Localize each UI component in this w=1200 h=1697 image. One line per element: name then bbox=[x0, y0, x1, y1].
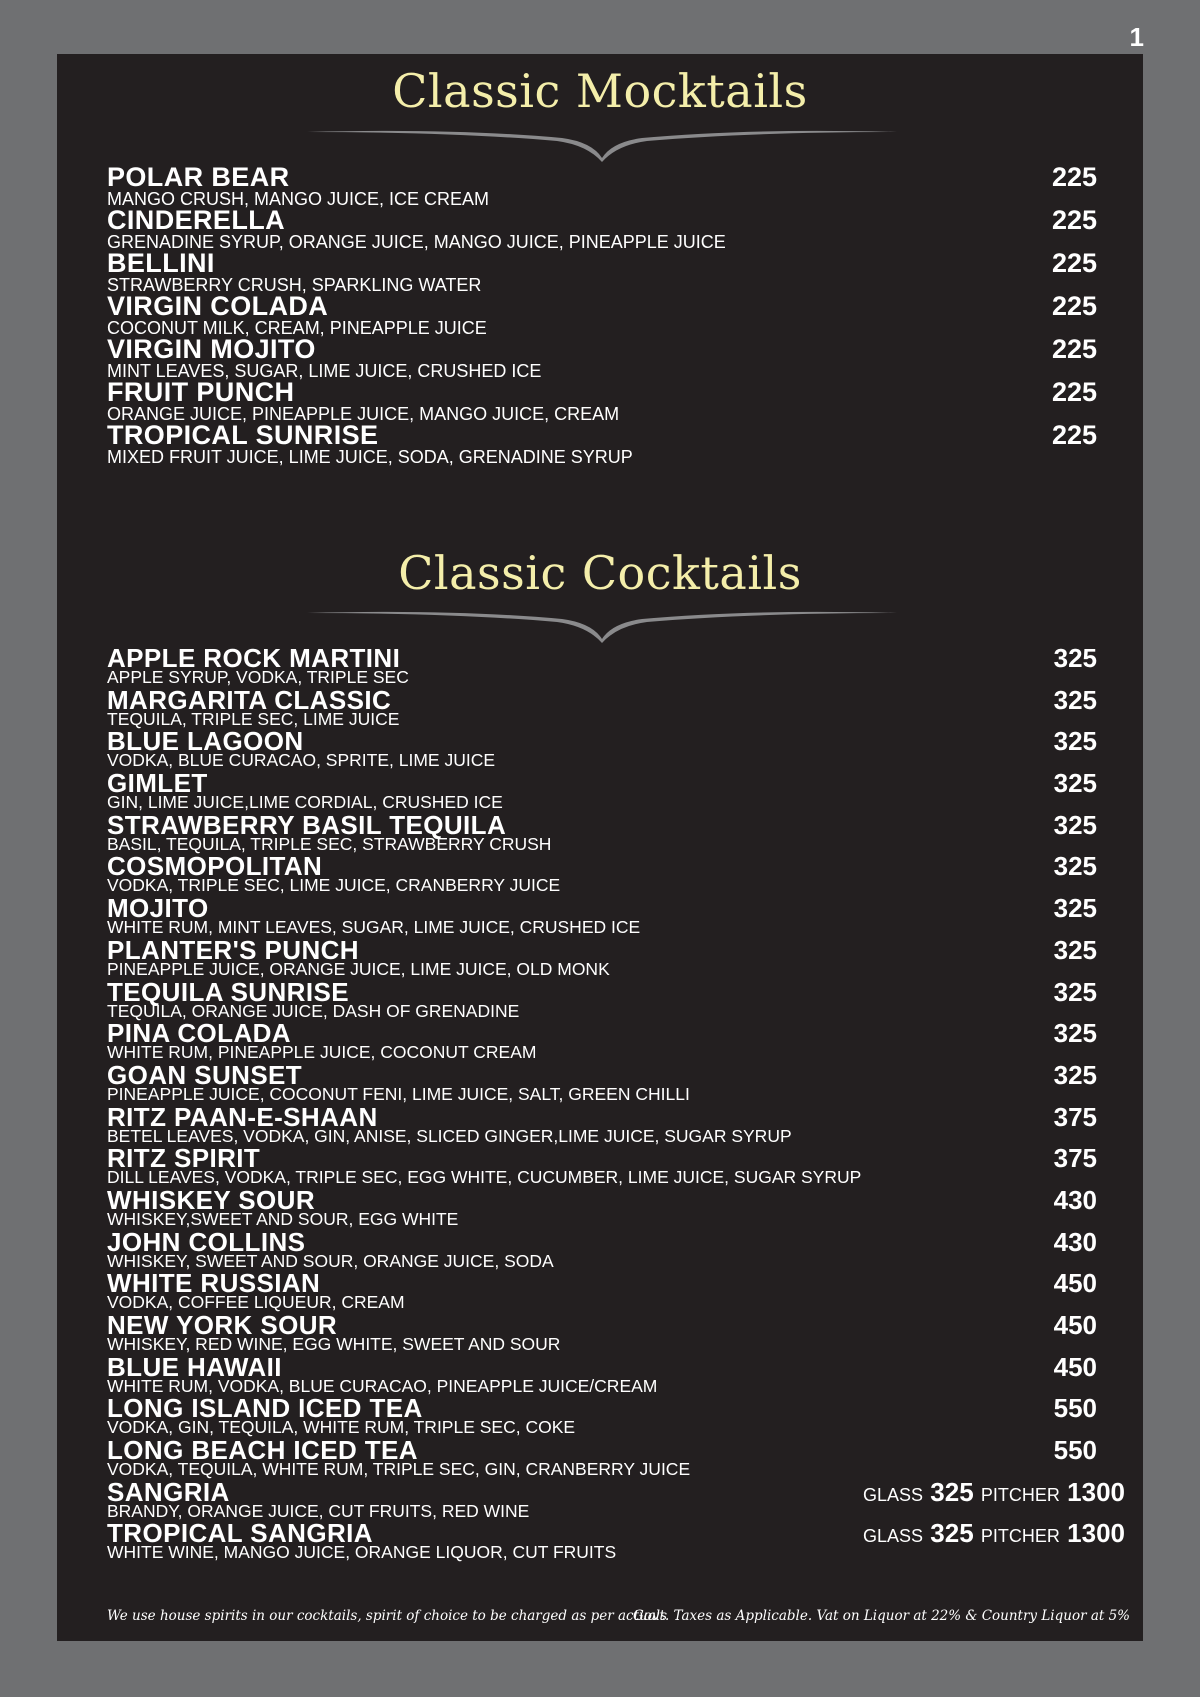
menu-item bbox=[107, 976, 1147, 1021]
menu-item bbox=[107, 770, 1147, 812]
menu-item bbox=[107, 1020, 1147, 1062]
menu-item bbox=[107, 422, 1147, 465]
item-name: VIRGIN COLADA bbox=[107, 291, 329, 321]
mocktails-list bbox=[107, 164, 1147, 465]
item-description: MIXED FRUIT JUICE, LIME JUICE, SODA, GRENADINE SYRUP bbox=[107, 447, 633, 467]
item-description: GIN, LIME JUICE,LIME CORDIAL, CRUSHED ICE bbox=[107, 792, 503, 813]
item-price: 325 bbox=[1053, 768, 1097, 799]
item-name: POLAR BEAR bbox=[107, 162, 290, 192]
mocktails-title: Classic Mocktails bbox=[392, 64, 808, 118]
menu-item bbox=[107, 379, 1147, 422]
item-name: APPLE ROCK MARTINI bbox=[107, 643, 401, 673]
item-description: WHISKEY,SWEET AND SOUR, EGG WHITE bbox=[107, 1208, 459, 1229]
item-price: 225 bbox=[1051, 162, 1097, 192]
glass-label: GLASS bbox=[863, 1526, 924, 1547]
item-description: ORANGE JUICE, PINEAPPLE JUICE, MANGO JUICE, CREAM bbox=[107, 404, 620, 424]
item-name: COSMOPOLITAN bbox=[107, 851, 323, 882]
menu-item bbox=[107, 895, 1147, 937]
item-price: 430 bbox=[1053, 1184, 1097, 1215]
menu-item bbox=[107, 164, 1147, 207]
cocktails-title: Classic Cocktails bbox=[398, 546, 802, 600]
mocktails-divider-flourish bbox=[302, 126, 902, 166]
item-price: 325 bbox=[1053, 893, 1097, 924]
item-description: TEQUILA, TRIPLE SEC, LIME JUICE bbox=[107, 708, 400, 729]
item-price bbox=[863, 1518, 1125, 1549]
item-description: VODKA, GIN, TEQUILA, WHITE RUM, TRIPLE SEC, COKE bbox=[107, 1417, 576, 1438]
menu-item bbox=[107, 1520, 1147, 1562]
item-price: 325 bbox=[1053, 684, 1097, 715]
item-name: PLANTER'S PUNCH bbox=[107, 934, 359, 965]
menu-item bbox=[107, 1226, 1147, 1271]
item-name: TROPICAL SUNRISE bbox=[107, 420, 379, 450]
cocktails-divider-flourish bbox=[302, 607, 902, 647]
item-price: 375 bbox=[1053, 1101, 1097, 1132]
item-description: COCONUT MILK, CREAM, PINEAPPLE JUICE bbox=[107, 318, 487, 338]
glass-price: 325 bbox=[930, 1476, 974, 1507]
item-description: VODKA, COFFEE LIQUEUR, CREAM bbox=[107, 1292, 405, 1313]
item-description: PINEAPPLE JUICE, COCONUT FENI, LIME JUICE, SALT, GREEN CHILLI bbox=[107, 1083, 690, 1104]
menu-item bbox=[107, 293, 1147, 336]
menu-item bbox=[107, 1270, 1147, 1312]
item-description: GRENADINE SYRUP, ORANGE JUICE, MANGO JUICE, PINEAPPLE JUICE bbox=[107, 232, 726, 252]
pitcher-price: 1300 bbox=[1067, 1518, 1125, 1549]
item-description: TEQUILA, ORANGE JUICE, DASH OF GRENADINE bbox=[107, 1000, 520, 1021]
item-name: LONG ISLAND ICED TEA bbox=[107, 1393, 423, 1424]
item-description: WHISKEY, SWEET AND SOUR, ORANGE JUICE, SODA bbox=[107, 1250, 554, 1271]
pitcher-label: PITCHER bbox=[980, 1526, 1060, 1547]
item-description: PINEAPPLE JUICE, ORANGE JUICE, LIME JUICE, OLD MONK bbox=[107, 958, 610, 979]
item-description: BRANDY, ORANGE JUICE, CUT FRUITS, RED WINE bbox=[107, 1500, 530, 1521]
item-price: 325 bbox=[1053, 851, 1097, 882]
item-price: 325 bbox=[1053, 643, 1097, 673]
item-description: VODKA, TEQUILA, WHITE RUM, TRIPLE SEC, GIN, CRANBERRY JUICE bbox=[107, 1459, 691, 1480]
menu-item bbox=[107, 1351, 1147, 1396]
menu-card bbox=[57, 54, 1143, 1641]
item-price: 225 bbox=[1051, 248, 1097, 278]
glass-price: 325 bbox=[930, 1518, 974, 1549]
menu-item bbox=[107, 728, 1147, 770]
item-name: GOAN SUNSET bbox=[107, 1059, 303, 1090]
item-name: FRUIT PUNCH bbox=[107, 377, 295, 407]
pitcher-price: 1300 bbox=[1067, 1476, 1125, 1507]
menu-item bbox=[107, 207, 1147, 250]
item-name: STRAWBERRY BASIL TEQUILA bbox=[107, 809, 507, 840]
item-description: WHITE RUM, MINT LEAVES, SUGAR, LIME JUICE, CRUSHED ICE bbox=[107, 917, 641, 938]
item-price: 325 bbox=[1053, 726, 1097, 757]
item-price: 225 bbox=[1051, 334, 1097, 364]
item-name: BLUE LAGOON bbox=[107, 726, 304, 757]
item-name: WHITE RUSSIAN bbox=[107, 1268, 321, 1299]
footer-house-spirits-note: We use house spirits in our cocktails, spirit of choice to be charged as per actuals bbox=[107, 1608, 667, 1624]
menu-item bbox=[107, 809, 1147, 854]
item-price: 325 bbox=[1053, 976, 1097, 1007]
item-price bbox=[863, 1476, 1125, 1507]
item-name: MARGARITA CLASSIC bbox=[107, 684, 392, 715]
menu-item bbox=[107, 250, 1147, 293]
cocktails-list bbox=[107, 645, 1147, 1562]
item-name: JOHN COLLINS bbox=[107, 1226, 306, 1257]
item-description: APPLE SYRUP, VODKA, TRIPLE SEC bbox=[107, 667, 409, 687]
page-number: 1 bbox=[1129, 22, 1144, 52]
item-price: 375 bbox=[1053, 1143, 1097, 1174]
item-description: STRAWBERRY CRUSH, SPARKLING WATER bbox=[107, 275, 482, 295]
item-name: BELLINI bbox=[107, 248, 215, 278]
item-price: 450 bbox=[1053, 1268, 1097, 1299]
item-price: 225 bbox=[1051, 291, 1097, 321]
item-description: WHISKEY, RED WINE, EGG WHITE, SWEET AND SOUR bbox=[107, 1334, 561, 1354]
item-description: MINT LEAVES, SUGAR, LIME JUICE, CRUSHED ICE bbox=[107, 361, 542, 381]
menu-item bbox=[107, 1476, 1147, 1521]
item-name: PINA COLADA bbox=[107, 1018, 291, 1049]
menu-item bbox=[107, 934, 1147, 979]
item-name: RITZ PAAN-E-SHAAN bbox=[107, 1101, 378, 1132]
item-price: 450 bbox=[1053, 1351, 1097, 1382]
item-price: 225 bbox=[1051, 377, 1097, 407]
item-description: VODKA, BLUE CURACAO, SPRITE, LIME JUICE bbox=[107, 750, 495, 771]
item-name: WHISKEY SOUR bbox=[107, 1184, 316, 1215]
item-price: 225 bbox=[1051, 420, 1097, 450]
item-name: GIMLET bbox=[107, 768, 208, 799]
item-price: 550 bbox=[1053, 1393, 1097, 1424]
item-price: 325 bbox=[1053, 934, 1097, 965]
item-name: VIRGIN MOJITO bbox=[107, 334, 316, 364]
menu-item bbox=[107, 684, 1147, 729]
glass-label: GLASS bbox=[863, 1484, 924, 1505]
menu-item bbox=[107, 1145, 1147, 1187]
menu-item bbox=[107, 853, 1147, 895]
item-name: CINDERELLA bbox=[107, 205, 285, 235]
item-price: 325 bbox=[1053, 809, 1097, 840]
item-price: 225 bbox=[1051, 205, 1097, 235]
item-description: WHITE RUM, PINEAPPLE JUICE, COCONUT CREAM bbox=[107, 1042, 537, 1063]
menu-item bbox=[107, 336, 1147, 379]
item-description: WHITE WINE, MANGO JUICE, ORANGE LIQUOR, CUT FRUITS bbox=[107, 1542, 617, 1563]
item-price: 325 bbox=[1053, 1018, 1097, 1049]
item-name: SANGRIA bbox=[107, 1476, 230, 1507]
item-price: 325 bbox=[1053, 1059, 1097, 1090]
item-name: MOJITO bbox=[107, 893, 209, 924]
menu-item bbox=[107, 1312, 1147, 1354]
item-price: 430 bbox=[1053, 1226, 1097, 1257]
menu-item bbox=[107, 645, 1147, 687]
item-description: MANGO CRUSH, MANGO JUICE, ICE CREAM bbox=[107, 189, 490, 209]
item-description: VODKA, TRIPLE SEC, LIME JUICE, CRANBERRY JUICE bbox=[107, 875, 561, 896]
item-price: 450 bbox=[1053, 1310, 1097, 1340]
item-description: BASIL, TEQUILA, TRIPLE SEC, STRAWBERRY CRUSH bbox=[107, 833, 552, 854]
item-description: DILL LEAVES, VODKA, TRIPLE SEC, EGG WHITE, CUCUMBER, LIME JUICE, SUGAR SYRUP bbox=[107, 1167, 862, 1188]
item-description: WHITE RUM, VODKA, BLUE CURACAO, PINEAPPLE JUICE/CREAM bbox=[107, 1375, 658, 1396]
item-name: NEW YORK SOUR bbox=[107, 1310, 338, 1340]
menu-item bbox=[107, 1101, 1147, 1146]
item-description: BETEL LEAVES, VODKA, GIN, ANISE, SLICED GINGER,LIME JUICE, SUGAR SYRUP bbox=[107, 1125, 792, 1146]
item-name: LONG BEACH ICED TEA bbox=[107, 1435, 418, 1466]
menu-item bbox=[107, 1437, 1147, 1479]
footer-tax-note: Govt. Taxes as Applicable. Vat on Liquor at 22% & Country Liquor at 5% bbox=[633, 1608, 1131, 1624]
menu-item bbox=[107, 1395, 1147, 1437]
item-name: RITZ SPIRIT bbox=[107, 1143, 261, 1174]
menu-item bbox=[107, 1059, 1147, 1104]
item-name: BLUE HAWAII bbox=[107, 1351, 282, 1382]
pitcher-label: PITCHER bbox=[980, 1484, 1060, 1505]
item-name: TROPICAL SANGRIA bbox=[107, 1518, 373, 1549]
menu-item bbox=[107, 1184, 1147, 1229]
item-name: TEQUILA SUNRISE bbox=[107, 976, 349, 1007]
item-price: 550 bbox=[1053, 1435, 1097, 1466]
